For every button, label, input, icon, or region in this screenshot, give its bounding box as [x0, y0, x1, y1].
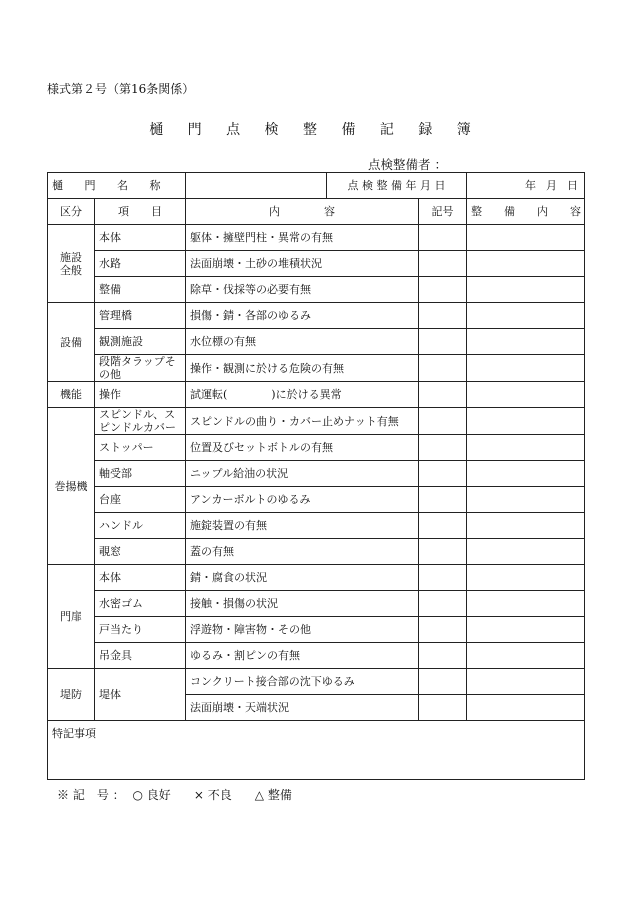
maintenance-cell[interactable] [467, 277, 585, 303]
code-cell[interactable] [419, 303, 467, 329]
table-row [48, 591, 585, 617]
content-cell: 試運転( )に於ける異常 [186, 382, 419, 408]
sluice-name-label: 樋 門 名 称 [48, 173, 186, 199]
inspection-date-label: 点 検 整 備 年 月 日 [327, 173, 467, 199]
content-cell: 除草・伐採等の必要有無 [186, 277, 419, 303]
content-cell: 躯体・擁壁門柱・異常の有無 [186, 225, 419, 251]
table-row [48, 303, 585, 329]
content-cell: 錆・腐食の状況 [186, 565, 419, 591]
item-cell: 吊金具 [95, 643, 186, 669]
item-cell: ハンドル [95, 513, 186, 539]
category-cell: 門扉 [48, 565, 95, 669]
day-label: 日 [567, 179, 579, 192]
inspector-label: 点検整備者 ： [368, 157, 447, 172]
category-cell: 巻揚機 [48, 408, 95, 565]
code-cell[interactable] [419, 669, 467, 695]
table-row [48, 329, 585, 355]
inspection-date-field[interactable] [467, 173, 585, 199]
table-row [48, 382, 585, 408]
item-cell: 堤体 [95, 669, 186, 721]
code-cell[interactable] [419, 617, 467, 643]
content-cell: コンクリート接合部の沈下ゆるみ [186, 669, 419, 695]
maintenance-cell[interactable] [467, 355, 585, 382]
item-cell: 戸当たり [95, 617, 186, 643]
notes-label: 特記事項 [52, 727, 96, 740]
inspection-record-table [47, 172, 585, 780]
maintenance-cell[interactable] [467, 643, 585, 669]
code-cell[interactable] [419, 695, 467, 721]
code-cell[interactable] [419, 461, 467, 487]
maintenance-cell[interactable] [467, 408, 585, 435]
item-cell: 観測施設 [95, 329, 186, 355]
maintenance-cell[interactable] [467, 539, 585, 565]
maintenance-cell[interactable] [467, 513, 585, 539]
notes-area[interactable] [48, 721, 585, 780]
item-cell: 水路 [95, 251, 186, 277]
maintenance-cell[interactable] [467, 565, 585, 591]
table-row [48, 355, 585, 382]
col-content: 内 容 [186, 199, 419, 225]
year-label: 年 [525, 179, 537, 192]
item-cell: 段階タラップその他 [95, 355, 186, 382]
code-cell[interactable] [419, 355, 467, 382]
category-cell: 施設 全般 [48, 225, 95, 303]
maintenance-cell[interactable] [467, 487, 585, 513]
code-cell[interactable] [419, 513, 467, 539]
table-row [48, 565, 585, 591]
item-cell: 本体 [95, 565, 186, 591]
maintenance-cell[interactable] [467, 435, 585, 461]
table-row [48, 408, 585, 435]
table-row [48, 277, 585, 303]
code-cell[interactable] [419, 643, 467, 669]
page-title: 樋 門 点 検 整 備 記 録 簿 [149, 122, 481, 138]
content-cell: 接触・損傷の状況 [186, 591, 419, 617]
legend-bad: × 不良 [193, 788, 232, 802]
category-cell: 堤防 [48, 669, 95, 721]
form-number: 様式第２号（第16条関係） [47, 82, 195, 96]
code-cell[interactable] [419, 277, 467, 303]
content-cell: 法面崩壊・土砂の堆積状況 [186, 251, 419, 277]
content-cell: アンカーボルトのゆるみ [186, 487, 419, 513]
table-row [48, 617, 585, 643]
content-cell: ゆるみ・割ピンの有無 [186, 643, 419, 669]
content-cell: 法面崩壊・天端状況 [186, 695, 419, 721]
code-cell[interactable] [419, 329, 467, 355]
content-cell: 施錠装置の有無 [186, 513, 419, 539]
item-cell: 管理橋 [95, 303, 186, 329]
col-code: 記号 [419, 199, 467, 225]
column-header-row [48, 199, 585, 225]
col-item: 項 目 [95, 199, 186, 225]
code-cell[interactable] [419, 251, 467, 277]
table-row [48, 435, 585, 461]
content-cell: 蓋の有無 [186, 539, 419, 565]
col-category: 区分 [48, 199, 95, 225]
legend-label: ※ 記 号 ： [57, 788, 125, 802]
item-cell: スピンドル、スピンドルカバー [95, 408, 186, 435]
content-cell: スピンドルの曲り・カバー止めナット有無 [186, 408, 419, 435]
code-cell[interactable] [419, 382, 467, 408]
table-row [48, 643, 585, 669]
maintenance-cell[interactable] [467, 303, 585, 329]
code-cell[interactable] [419, 591, 467, 617]
code-cell[interactable] [419, 565, 467, 591]
item-cell: 水密ゴム [95, 591, 186, 617]
item-cell: ストッパー [95, 435, 186, 461]
code-cell[interactable] [419, 539, 467, 565]
legend [57, 786, 296, 803]
content-cell: 損傷・錆・各部のゆるみ [186, 303, 419, 329]
code-cell[interactable] [419, 408, 467, 435]
item-cell: 整備 [95, 277, 186, 303]
content-cell: 浮遊物・障害物・その他 [186, 617, 419, 643]
item-cell: 軸受部 [95, 461, 186, 487]
month-label: 月 [546, 179, 558, 192]
maintenance-cell[interactable] [467, 617, 585, 643]
maintenance-cell[interactable] [467, 669, 585, 695]
content-cell: 水位標の有無 [186, 329, 419, 355]
notes-row [48, 721, 585, 780]
header-row [48, 173, 585, 199]
table-row [48, 487, 585, 513]
content-cell: ニップル給油の状況 [186, 461, 419, 487]
table-row [48, 251, 585, 277]
table-row [48, 539, 585, 565]
item-cell: 操作 [95, 382, 186, 408]
maintenance-cell[interactable] [467, 461, 585, 487]
code-cell[interactable] [419, 487, 467, 513]
category-cell: 機能 [48, 382, 95, 408]
maintenance-cell[interactable] [467, 695, 585, 721]
maintenance-cell[interactable] [467, 329, 585, 355]
sluice-name-field[interactable] [186, 173, 327, 199]
maintenance-cell[interactable] [467, 251, 585, 277]
table-row [48, 669, 585, 695]
maintenance-cell[interactable] [467, 591, 585, 617]
legend-maintained: △ 整備 [254, 788, 292, 802]
item-cell: 覗窓 [95, 539, 186, 565]
content-cell: 操作・観測に於ける危険の有無 [186, 355, 419, 382]
category-cell: 設備 [48, 303, 95, 382]
content-cell: 位置及びセットボトルの有無 [186, 435, 419, 461]
table-row [48, 513, 585, 539]
col-maintenance: 整 備 内 容 [467, 199, 585, 225]
code-cell[interactable] [419, 435, 467, 461]
table-row [48, 225, 585, 251]
legend-good: ○ 良好 [132, 788, 171, 802]
item-cell: 台座 [95, 487, 186, 513]
item-cell: 本体 [95, 225, 186, 251]
table-row [48, 461, 585, 487]
maintenance-cell[interactable] [467, 225, 585, 251]
maintenance-cell[interactable] [467, 382, 585, 408]
code-cell[interactable] [419, 225, 467, 251]
